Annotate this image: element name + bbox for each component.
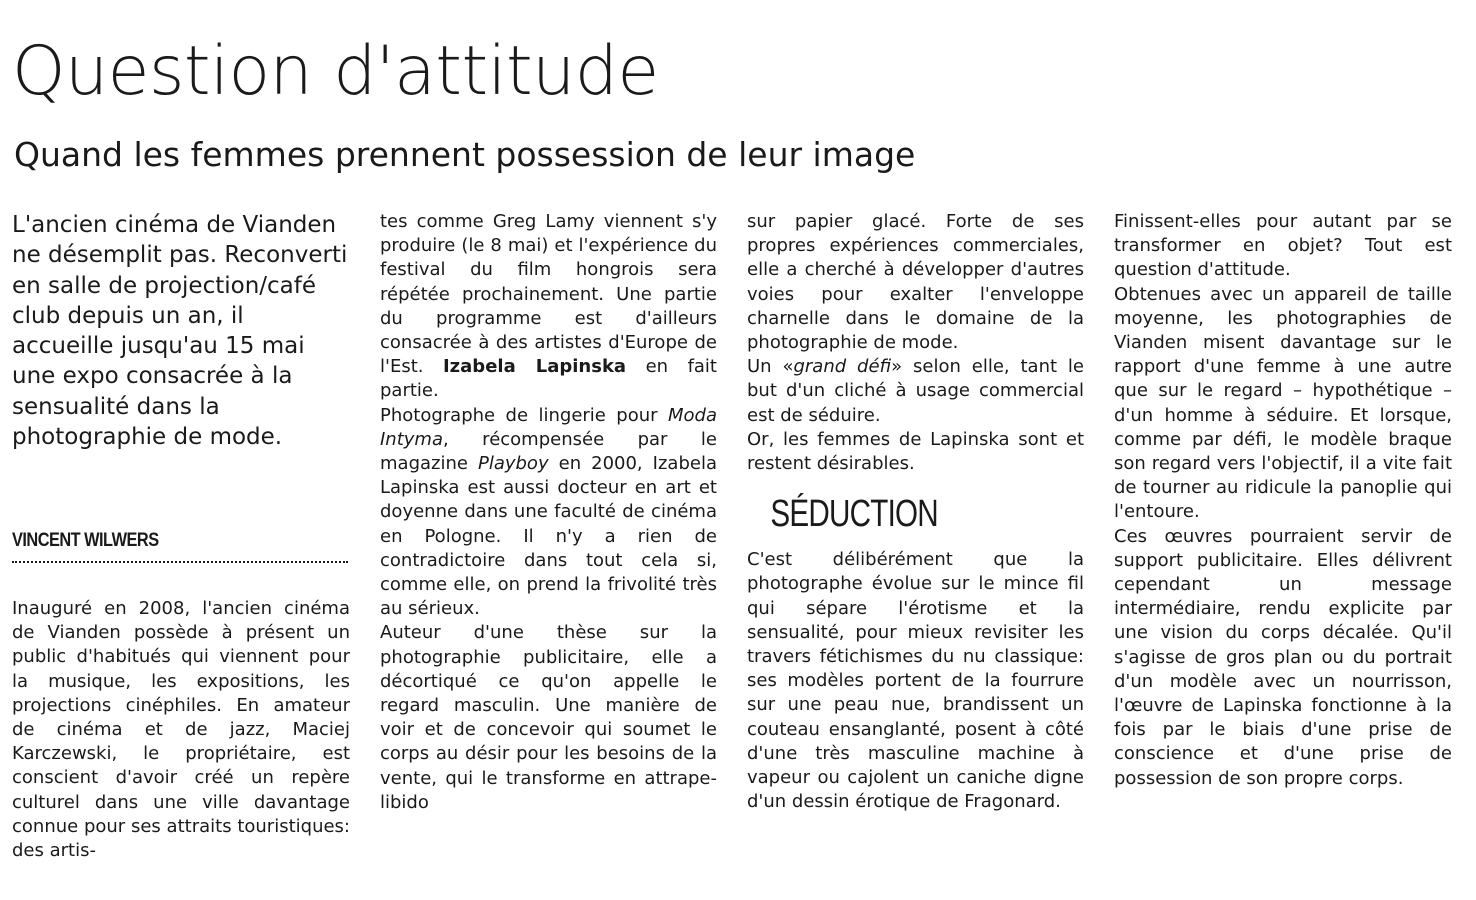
- column-1-body: [12, 597, 350, 863]
- paragraph: Inauguré en 2008, l'ancien cinéma de Vianden possède à présent un public d'habitués qui viennent pour la musique, les expositions, les projections cinéphiles. En amateur de cinéma et de jazz, Maciej Karczewski, le propriétaire, est conscient d'avoir créé un repère culturel dans une ville davantage connue pour ses attraits touristiques: des artis-: [12, 598, 350, 862]
- byline: VINCENT WILWERS: [12, 530, 159, 551]
- text-run: Photographe de lingerie pour: [380, 404, 668, 426]
- paragraph: C'est délibérément que la photographe évolue sur le mince fil qui sépare l'érotisme et la sensualité, pour mieux revisiter les travers fétichismes du nu classique: ses modèles portent de la fourrure sur une peau nue, brandissent un couteau ensanglanté, posent à côté d'une très masculine machine à vapeur ou cajolent un caniche digne d'un dessin érotique de Fragonard.: [747, 549, 1084, 813]
- paragraph: sur papier glacé. Forte de ses propres expériences commerciales, elle a cherché à développer d'autres voies pour exalter l'enveloppe charnelle dans le domaine de la photographie de mode.: [747, 211, 1084, 354]
- column-2: [380, 210, 717, 815]
- paragraph: Ces œuvres pourraient servir de support publicitaire. Elles délivrent cependant un message intermédiaire, rendu explicite par une vision du corps décalée. Qu'il s'agisse de gros plan ou du portrait d'un modèle avec un nourrisson, l'œuvre de Lapinska fonctionne à la fois par le biais d'une prise de conscience et d'une prise de possession de son propre corps.: [1114, 525, 1452, 789]
- paragraph: Auteur d'une thèse sur la photographie publicitaire, elle a décortiqué ce qu'on appelle le regard masculin. Une manière de voir et de concevoir qui soumet le corps au désir pour les besoins de la vente, qui le transforme en attrape-libido: [380, 622, 717, 813]
- text-run: en 2000, Izabela Lapinska est aussi docteur en art et doyenne dans une faculté de cinéma en Pologne. Il n'y a rien de contradictoire dans tout cela si, comme elle, on prend la frivolité très au sérieux.: [380, 453, 717, 620]
- text-run: tes comme Greg Lamy viennent s'y produire (le 8 mai) et l'expérience du festival du film hongrois sera répétée prochainement. Une partie du programme est d'ailleurs consacrée à des artistes d'Europe de l'Est.: [380, 211, 717, 378]
- text-run: Un «: [747, 356, 794, 378]
- paragraph: Or, les femmes de Lapinska sont et restent désirables.: [747, 428, 1084, 475]
- column-3: [747, 210, 1084, 814]
- column-4: [1114, 210, 1452, 791]
- artist-name: Izabela Lapinska: [442, 356, 627, 378]
- paragraph: [380, 210, 717, 404]
- headline: Question d'attitude: [12, 32, 659, 111]
- quote: grand défi: [793, 356, 892, 378]
- paragraph: [747, 355, 1084, 428]
- byline-dotted-rule: [12, 561, 348, 563]
- magazine-name: Moda Intyma: [380, 404, 717, 450]
- paragraph: Obtenues avec un appareil de taille moyenne, les photographies de Vianden misent davantage sur le rapport d'une femme à une autre que sur le regard – hypothétique – d'un homme à séduire. Et lorsque, comme par défi, le modèle braque son regard vers l'objectif, il a vite fait de tourner au ridicule la panoplie qui l'entoure.: [1114, 283, 1452, 523]
- text-run: , récompensée par le magazine: [380, 428, 717, 475]
- section-heading: SÉDUCTION: [770, 493, 938, 536]
- magazine-name: Playboy: [477, 453, 549, 475]
- subheadline: Quand les femmes prennent possession de leur image: [14, 135, 916, 174]
- lead-paragraph: L'ancien cinéma de Vianden ne désemplit pas. Reconverti en salle de projection/café club depuis un an, il accueille jusqu'au 15 mai une expo consacrée à la sensualité dans la photographie de mode.: [12, 212, 348, 451]
- text-run: » selon elle, tant le but d'un cliché à usage commercial est de séduire.: [747, 356, 1084, 426]
- column-1: [12, 210, 350, 452]
- text-run: en fait partie.: [380, 356, 717, 402]
- paragraph: Finissent-elles pour autant par se transformer en objet? Tout est question d'attitude.: [1114, 211, 1452, 281]
- paragraph: [380, 404, 717, 622]
